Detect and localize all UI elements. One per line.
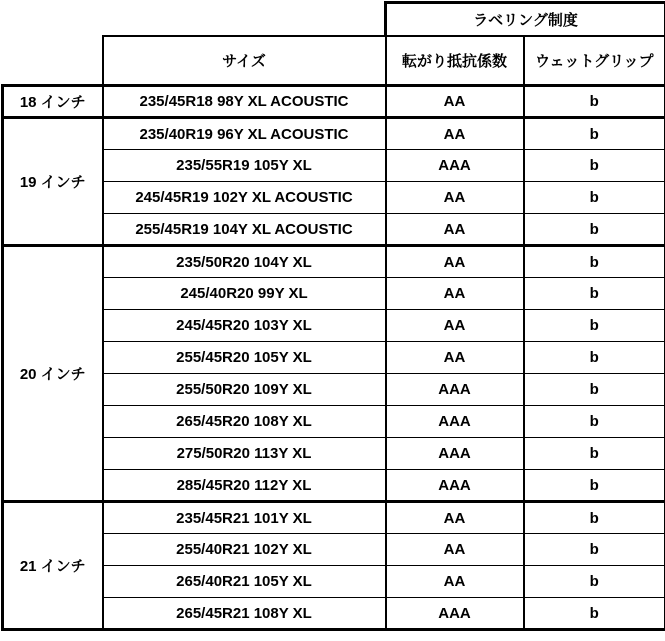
labeling-system-header: ラベリング制度 bbox=[386, 3, 665, 36]
table-row bbox=[3, 118, 665, 150]
inch-group-label: 20 インチ bbox=[3, 246, 103, 502]
size-cell: 265/45R21 108Y XL bbox=[103, 598, 386, 630]
table-row bbox=[3, 502, 665, 534]
wet-grip-header: ウェットグリップ bbox=[524, 36, 665, 86]
table-row bbox=[3, 214, 665, 246]
size-cell: 265/40R21 105Y XL bbox=[103, 566, 386, 598]
size-cell: 245/45R20 103Y XL bbox=[103, 310, 386, 342]
size-cell: 275/50R20 113Y XL bbox=[103, 438, 386, 470]
rolling-cell: AA bbox=[386, 246, 524, 278]
size-cell: 235/50R20 104Y XL bbox=[103, 246, 386, 278]
rolling-cell: AAA bbox=[386, 406, 524, 438]
rolling-resistance-header: 転がり抵抗係数 bbox=[386, 36, 524, 86]
wet-grip-cell: b bbox=[524, 310, 665, 342]
size-cell: 245/45R19 102Y XL ACOUSTIC bbox=[103, 182, 386, 214]
size-cell: 235/45R21 101Y XL bbox=[103, 502, 386, 534]
header-row-columns bbox=[3, 36, 665, 86]
table-row bbox=[3, 86, 665, 118]
size-cell: 235/55R19 105Y XL bbox=[103, 150, 386, 182]
wet-grip-cell: b bbox=[524, 598, 665, 630]
size-cell: 235/45R18 98Y XL ACOUSTIC bbox=[103, 86, 386, 118]
rolling-cell: AA bbox=[386, 502, 524, 534]
wet-grip-cell: b bbox=[524, 406, 665, 438]
wet-grip-cell: b bbox=[524, 470, 665, 502]
wet-grip-cell: b bbox=[524, 278, 665, 310]
size-cell: 235/40R19 96Y XL ACOUSTIC bbox=[103, 118, 386, 150]
rolling-cell: AA bbox=[386, 534, 524, 566]
rolling-cell: AA bbox=[386, 214, 524, 246]
table-row bbox=[3, 150, 665, 182]
wet-grip-cell: b bbox=[524, 214, 665, 246]
rolling-cell: AA bbox=[386, 566, 524, 598]
size-cell: 255/50R20 109Y XL bbox=[103, 374, 386, 406]
wet-grip-cell: b bbox=[524, 566, 665, 598]
rolling-cell: AA bbox=[386, 310, 524, 342]
wet-grip-cell: b bbox=[524, 182, 665, 214]
size-cell: 265/45R20 108Y XL bbox=[103, 406, 386, 438]
rolling-cell: AA bbox=[386, 182, 524, 214]
blank-header-cell bbox=[3, 3, 386, 36]
header-row-labeling bbox=[3, 3, 665, 36]
table-row bbox=[3, 182, 665, 214]
table-row bbox=[3, 342, 665, 374]
inch-group-label: 21 インチ bbox=[3, 502, 103, 630]
wet-grip-cell: b bbox=[524, 438, 665, 470]
wet-grip-cell: b bbox=[524, 150, 665, 182]
wet-grip-cell: b bbox=[524, 374, 665, 406]
rolling-cell: AAA bbox=[386, 438, 524, 470]
rolling-cell: AAA bbox=[386, 374, 524, 406]
rolling-cell: AAA bbox=[386, 598, 524, 630]
size-cell: 255/45R20 105Y XL bbox=[103, 342, 386, 374]
table-row bbox=[3, 438, 665, 470]
rolling-cell: AA bbox=[386, 118, 524, 150]
size-cell: 285/45R20 112Y XL bbox=[103, 470, 386, 502]
size-cell: 255/45R19 104Y XL ACOUSTIC bbox=[103, 214, 386, 246]
table-row bbox=[3, 310, 665, 342]
size-cell: 245/40R20 99Y XL bbox=[103, 278, 386, 310]
table-row bbox=[3, 406, 665, 438]
inch-group-label: 19 インチ bbox=[3, 118, 103, 246]
table-row bbox=[3, 278, 665, 310]
wet-grip-cell: b bbox=[524, 246, 665, 278]
rolling-cell: AAA bbox=[386, 470, 524, 502]
table-row bbox=[3, 566, 665, 598]
rolling-cell: AAA bbox=[386, 150, 524, 182]
wet-grip-cell: b bbox=[524, 342, 665, 374]
rolling-cell: AA bbox=[386, 86, 524, 118]
rolling-cell: AA bbox=[386, 342, 524, 374]
rolling-cell: AA bbox=[386, 278, 524, 310]
blank-header-cell bbox=[3, 36, 103, 86]
size-header: サイズ bbox=[103, 36, 386, 86]
wet-grip-cell: b bbox=[524, 502, 665, 534]
wet-grip-cell: b bbox=[524, 86, 665, 118]
tire-size-labeling-table bbox=[1, 1, 665, 631]
wet-grip-cell: b bbox=[524, 534, 665, 566]
table-row bbox=[3, 374, 665, 406]
size-cell: 255/40R21 102Y XL bbox=[103, 534, 386, 566]
table-row bbox=[3, 246, 665, 278]
table-row bbox=[3, 534, 665, 566]
inch-group-label: 18 インチ bbox=[3, 86, 103, 118]
table-row bbox=[3, 470, 665, 502]
table-row bbox=[3, 598, 665, 630]
wet-grip-cell: b bbox=[524, 118, 665, 150]
